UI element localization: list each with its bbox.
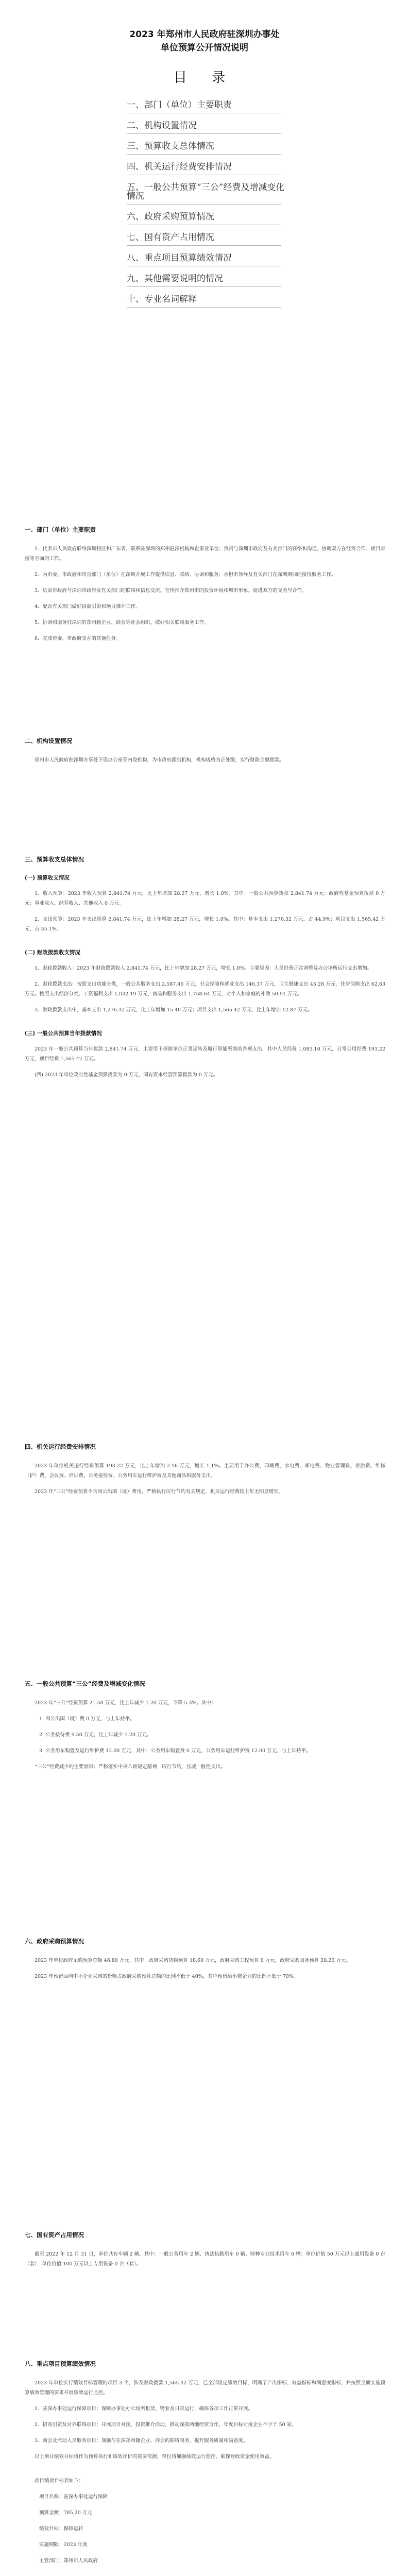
paragraph: 2023 年“三公”经费预算 21.50 万元，比上年减少 1.20 万元，下降 5.3%。其中： (35, 1700, 216, 1706)
section-structure (25, 737, 385, 771)
paragraph: 2．为市委、市政府和市直部门（单位）在深圳开展工作提供信息、联络、协调和服务；承担市领导及有关部门在深圳期间的接待服务工作。 (35, 572, 336, 578)
table-of-contents (127, 101, 292, 316)
list-item: 项目名称：驻深办事处运行保障 (39, 2494, 108, 2500)
paragraph: 1．代表市人民政府联络深圳特区和广东省，联系驻深圳的郑州驻深机构和企事业单位；负责与深圳市政府及有关部门的联络和沟通，协调双方在经贸合作、项目对接等方面的工作。 (25, 546, 385, 562)
paragraph: 3．财政拨款支出中，基本支出 1,276.32 万元，比上年增加 15.40 万元；项目支出 1,565.42 万元，比上年增加 12.87 万元。 (35, 1007, 313, 1013)
section-title: 三、预算收支总体情况 (25, 856, 84, 863)
paragraph: 3．商会及流动人员服务项目：加强与在深郑州籍企业、商会的联络服务，提升服务质量和满意度。 (35, 2438, 248, 2444)
section-title: 七、国有资产占用情况 (25, 2231, 84, 2239)
document-title-line2: 单位预算公开情况说明 (161, 43, 248, 53)
section-state-assets (25, 2231, 385, 2275)
paragraph: 1．驻深办事处运行保障项目：保障办事处办公场所租赁、物业及日常运行，确保各项工作正常开展。 (35, 2406, 253, 2412)
subsection-title: (三) 一般公共预算当年拨款情况 (25, 1030, 102, 1037)
toc-item[interactable]: 八、重点项目预算绩效情况 (127, 254, 292, 266)
toc-item[interactable]: 四、机关运行经费安排情况 (127, 163, 292, 175)
section-title: 二、机构设置情况 (25, 737, 72, 744)
subsection-title: (一) 预算收支情况 (25, 875, 70, 881)
paragraph: 2023 年单位机关运行经费预算 193.22 万元，比上年增加 2.16 万元，增长 1.1%。主要用于办公费、印刷费、水电费、邮电费、物业管理费、差旅费、维修（护）费、会议费、培训费、公务接待费、公务用车运行维护费及其他商品和服务支出。 (25, 1463, 385, 1479)
paragraph: 1．财政拨款收入：2023 年财政拨款收入 2,841.74 万元，比上年增加 28.27 万元，增长 1.0%。主要原因：人员经费正常调整及办公场所运行支出增加。 (35, 965, 372, 971)
paragraph: 2023 年一般公共预算当年拨款 2,841.74 万元，主要用于保障单位正常运转及履行职能所需的各项支出，其中人员经费 1,083.10 万元，日常公用经费 193.22 万元，项目经费 1,565.42 万元。 (25, 1046, 385, 1062)
subsection-title: (二) 财政拨款收支情况 (25, 950, 80, 956)
paragraph: 2023 年单位政府采购预算总额 46.80 万元，其中：政府采购货物预算 18.60 万元，政府采购工程预算 0 万元，政府采购服务预算 28.20 万元。 (35, 1958, 351, 1963)
toc-item[interactable]: 十、专业名词解释 (127, 295, 292, 308)
paragraph: 2023 年“三公”经费预算不含因公出国（境）费用，严格执行厉行节约有关规定，机关运行经费较上年无明显增长。 (35, 1489, 284, 1495)
toc-item[interactable]: 五、一般公共预算“三公”经费及增减变化情况 (127, 183, 292, 205)
toc-item[interactable]: 三、预算收支总体情况 (127, 142, 292, 155)
paragraph: 4．配合有关部门做好招商引资和项目推介工作。 (35, 604, 141, 609)
paragraph: 截至 2022 年 12 月 31 日，单位共有车辆 2 辆，其中：一般公务用车 2 辆、执法执勤用车 0 辆、特种专业技术用车 0 辆；单位价值 50 万元以上通用设备 0 台（套），单位价值 100 万元以上专用设备 0 台（套）。 (25, 2251, 385, 2267)
paragraph: 6．完成市委、市政府交办的其他任务。 (35, 636, 121, 641)
toc-item[interactable]: 六、政府采购预算情况 (127, 213, 292, 225)
section-three-public-expenses (25, 1680, 385, 1778)
list-item: 3. 公务用车购置及运行维护费 12.00 万元，其中：公务用车购置费 0 万元，公务用车运行维护费 12.00 万元，与上年持平。 (39, 1748, 311, 1754)
section-title: 一、部门（单位）主要职责 (25, 526, 96, 533)
list-item: 绩效目标：保障运转 (39, 2526, 83, 2532)
list-item: 预算金额：785.20 万元 (39, 2510, 92, 2516)
section-procurement (25, 1937, 385, 1988)
section-performance (25, 2360, 385, 2572)
section-budget-overview (25, 855, 385, 1086)
toc-item[interactable]: 九、其他需要说明的情况 (127, 275, 292, 287)
paragraph: 3．负责市政府与深圳市政府及有关部门的联络和信息交流，宣传推介郑州市的投资环境和城市形象，促进双方的交流与合作。 (35, 588, 307, 594)
toc-heading: 目 录 (173, 70, 236, 86)
paragraph: 2．支出预算：2023 年支出预算 2,841.74 万元，比上年增加 28.27 万元，增长 1.0%。其中：基本支出 1,276.32 万元，占 44.9%；项目支出 1,565.42 万元，占 55.1%。 (25, 917, 385, 932)
paragraph: 1．收入预算：2023 年收入预算 2,841.74 万元，比上年增加 28.27 万元，增长 1.0%。其中：一般公共预算拨款 2,841.74 万元；政府性基金预算拨款 0 万元；事业收入、经营收入、其他收入 0 万元。 (25, 891, 385, 906)
toc-item[interactable]: 七、国有资产占用情况 (127, 233, 292, 246)
paragraph: 2023 年单位实行绩效目标管理的项目 3 个，涉及财政拨款 1,565.42 万元，已全部设定绩效目标，明确了产出指标、效益指标和满意度指标，并按照全面实施预算绩效管理的要求开展绩效运行监控。 (25, 2380, 385, 2396)
list-item: 主管部门：郑州市人民政府 (39, 2558, 98, 2564)
document-title-line1: 2023 年郑州市人民政府驻深圳办事处 (129, 29, 280, 40)
section-title: 四、机关运行经费安排情况 (25, 1443, 96, 1450)
section-operating-costs (25, 1443, 385, 1503)
section-title: 八、重点项目预算绩效情况 (25, 2360, 96, 2367)
section-title: 六、政府采购预算情况 (25, 1938, 84, 1945)
paragraph: 项目绩效目标表如下： (35, 2478, 84, 2484)
paragraph: “三公”经费减少的主要原因：严格落实中央八项规定精神，厉行节约，压减一般性支出。 (35, 1764, 226, 1770)
paragraph: 2023 年预留面向中小企业采购的份额占政府采购预算总额的比例不低于 40%，其中预留给小微企业的比例不低于 70%。 (35, 1974, 299, 1979)
list-item: 实施期限：2023 年度 (39, 2542, 88, 2548)
paragraph: 郑州市人民政府驻深圳办事处下设办公室等内设机构，为市政府派出机构，机构规格为正处级，实行财政全额拨款。 (35, 757, 284, 763)
paragraph: 5．协调和服务驻深圳的郑州籍企业、商会等社会组织，做好相关联络服务工作。 (35, 620, 209, 625)
list-item: 2. 公务接待费 9.50 万元，比上年减少 1.20 万元。 (39, 1732, 152, 1738)
list-item: 1. 因公出国（境）费 0 万元，与上年持平。 (39, 1716, 135, 1722)
paragraph: (四) 2023 年单位政府性基金预算拨款为 0 万元，国有资本经营预算拨款为 0 万元。 (35, 1072, 218, 1078)
section-duties (25, 526, 385, 650)
section-title: 五、一般公共预算“三公”经费及增减变化情况 (25, 1680, 145, 1687)
paragraph: 2．招商引资及对外联络项目：开展项目对接、投资推介活动，推动深郑两地经贸合作，年度目标对接企业不少于 50 家。 (35, 2422, 297, 2428)
toc-item[interactable]: 二、机构设置情况 (127, 122, 292, 134)
paragraph: 2．财政拨款支出：按照支出功能分类，一般公共服务支出 2,587.46 万元，社会保障和就业支出 146.37 万元，卫生健康支出 45.28 万元，住房保障支出 62.63 万元。按照支出经济分类，工资福利支出 1,032.19 万元，商品和服务支出 1,758.64 万元，对个人和家庭的补助 50.91 万元。 (25, 981, 385, 997)
paragraph: 以上项目绩效目标将作为预算执行和绩效评价的重要依据，单位将加强绩效运行监控，确保财政资金使用效益。 (35, 2454, 275, 2460)
toc-item[interactable]: 一、部门（单位）主要职责 (127, 101, 292, 113)
